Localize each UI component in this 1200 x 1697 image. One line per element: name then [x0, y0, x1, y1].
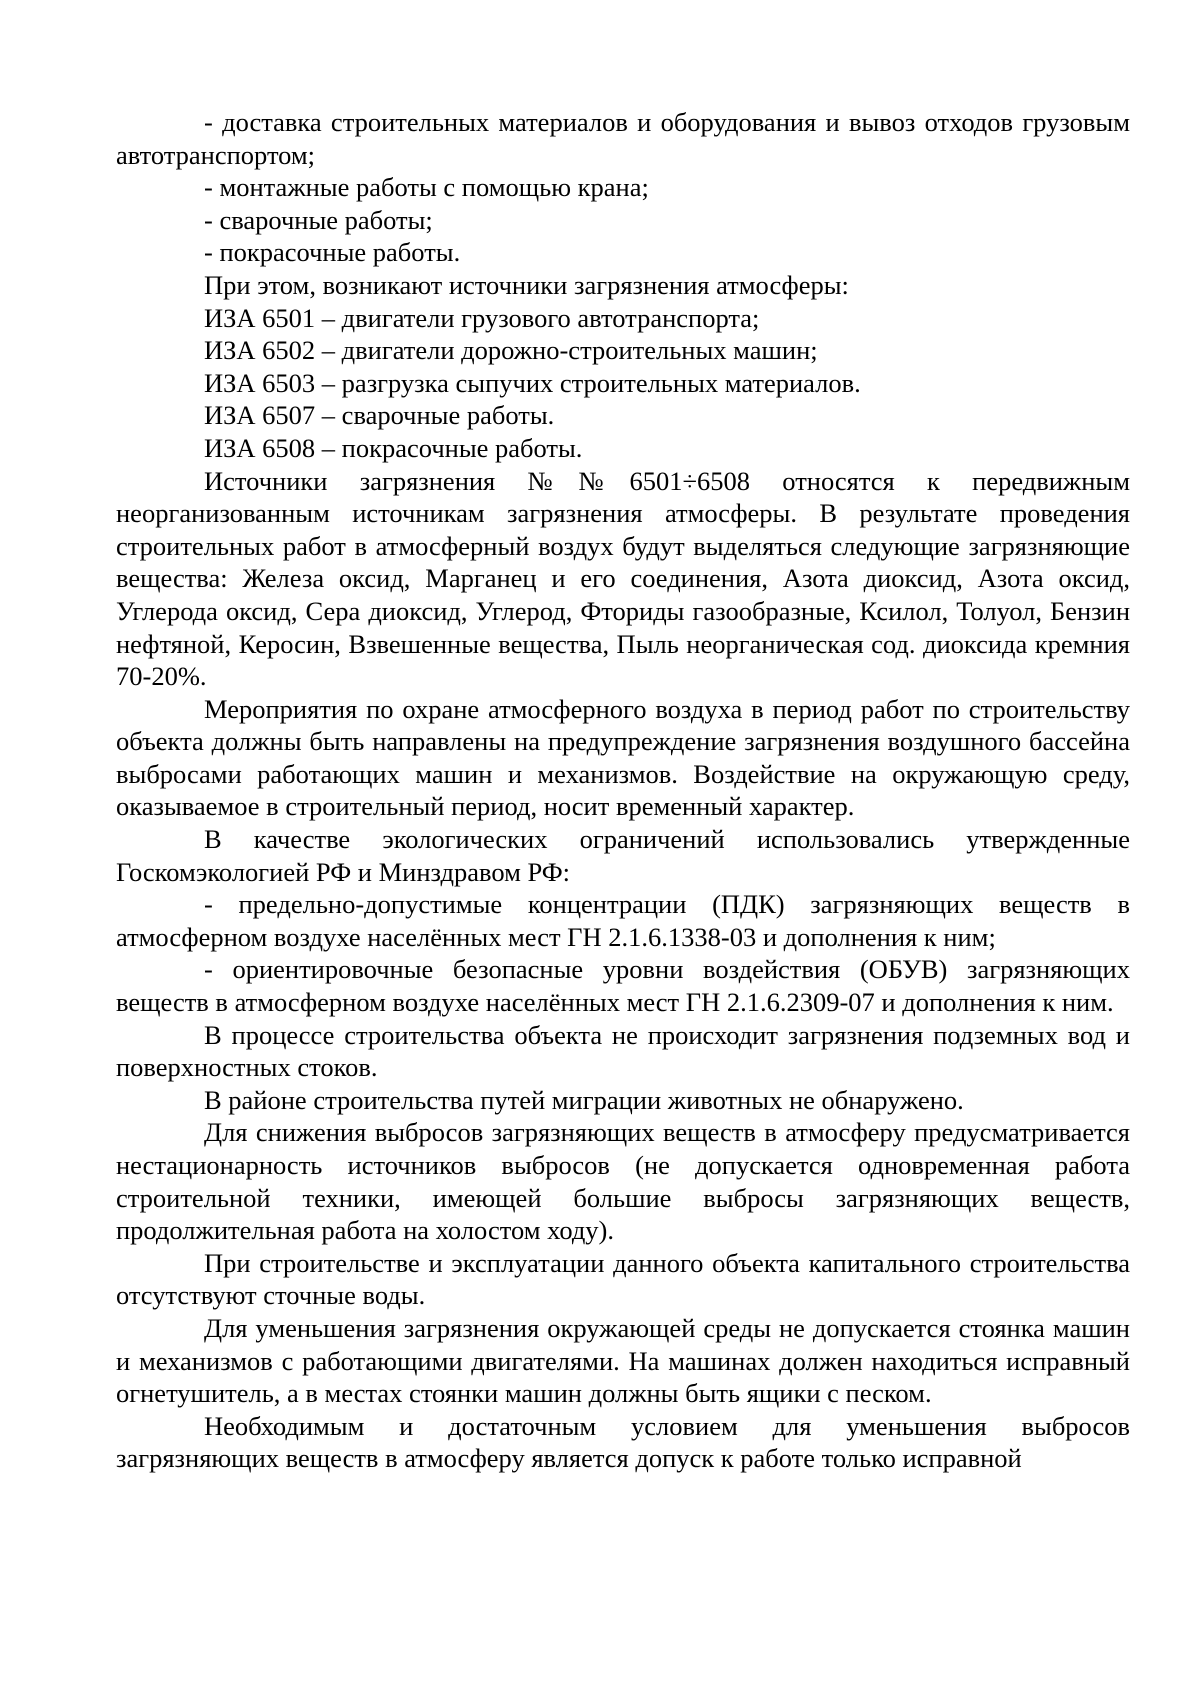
paragraph-migration: В районе строительства путей миграции животных не обнаружено. — [204, 1084, 964, 1115]
paragraph-wastewater: При строительстве и эксплуатации данного объекта капитального строительства отсутствуют сточные воды. — [116, 1247, 1130, 1311]
paragraph-emissions-reduction: Для снижения выбросов загрязняющих веществ в атмосферу предусматривается нестационарность источников выбросов (не допускается одновременная работа строительной техники, имеющей большие выбросы загрязняющих веществ, продолжительная работа на холостом ходу). — [116, 1117, 1130, 1246]
paragraph-measures: Мероприятия по охране атмосферного воздуха в период работ по строительству объекта должны быть направлены на предупреждение загрязнения воздушного бассейна выбросами работающих машин и механизмов. Воздействие на окружающую среду, оказываемое в строительный период, носит временный характер. — [116, 693, 1130, 822]
paragraph-parking: Для уменьшения загрязнения окружающей среды не допускается стоянка машин и механизмов с работающими двигателями. На машинах должен находиться исправный огнетушитель, а в местах стоянки машин должны быть ящики с песком. — [116, 1312, 1130, 1409]
paragraph-sources-intro: При этом, возникают источники загрязнения атмосферы: — [204, 269, 849, 300]
paragraph-crane: - монтажные работы с помощью крана; — [204, 172, 649, 203]
paragraph-iza-6507: ИЗА 6507 – сварочные работы. — [204, 400, 555, 431]
paragraph-welding: - сварочные работы; — [204, 204, 433, 235]
paragraph-transport: - доставка строительных материалов и оборудования и вывоз отходов грузовым автотранспортом; — [116, 107, 1130, 170]
paragraph-groundwater: В процессе строительства объекта не происходит загрязнения подземных вод и поверхностных стоков. — [116, 1019, 1130, 1083]
paragraph-iza-6502: ИЗА 6502 – двигатели дорожно-строительных машин; — [204, 335, 818, 366]
paragraph-condition: Необходимым и достаточным условием для уменьшения выбросов загрязняющих веществ в атмосферу является допуск к работе только исправной — [116, 1410, 1130, 1474]
paragraph-pdk: - предельно-допустимые концентрации (ПДК) загрязняющих веществ в атмосферном воздухе населённых мест ГН 2.1.6.1338-03 и дополнения к ним; — [116, 889, 1130, 952]
paragraph-painting: - покрасочные работы. — [204, 237, 461, 268]
paragraph-obuv: - ориентировочные безопасные уровни воздействия (ОБУВ) загрязняющих веществ в атмосферном воздухе населённых мест ГН 2.1.6.2309-07 и дополнения к ним. — [116, 954, 1130, 1018]
paragraph-pollutants: Источники загрязнения №№6501÷6508 относятся к передвижным неорганизованным источникам загрязнения атмосферы. В результате проведения строительных работ в атмосферный воздух будут выделяться следующие загрязняющие вещества: Железа оксид, Марганец и его соединения, Азота диоксид, Азота оксид, Углерода оксид, Сера диоксид, Углерод, Фториды газообразные, Ксилол, Толуол, Бензин нефтяной, Керосин, Взвешенные вещества, Пыль неорганическая сод. диоксида кремния 70-20%. — [116, 465, 1130, 692]
paragraph-iza-6501: ИЗА 6501 – двигатели грузового автотранспорта; — [204, 302, 760, 333]
paragraph-iza-6503: ИЗА 6503 – разгрузка сыпучих строительных материалов. — [204, 367, 861, 398]
paragraph-iza-6508: ИЗА 6508 – покрасочные работы. — [204, 432, 583, 463]
document-page — [116, 106, 1130, 1475]
paragraph-restrictions: В качестве экологических ограничений использовались утвержденные Госкомэкологией РФ и Минздравом РФ: — [116, 824, 1130, 887]
